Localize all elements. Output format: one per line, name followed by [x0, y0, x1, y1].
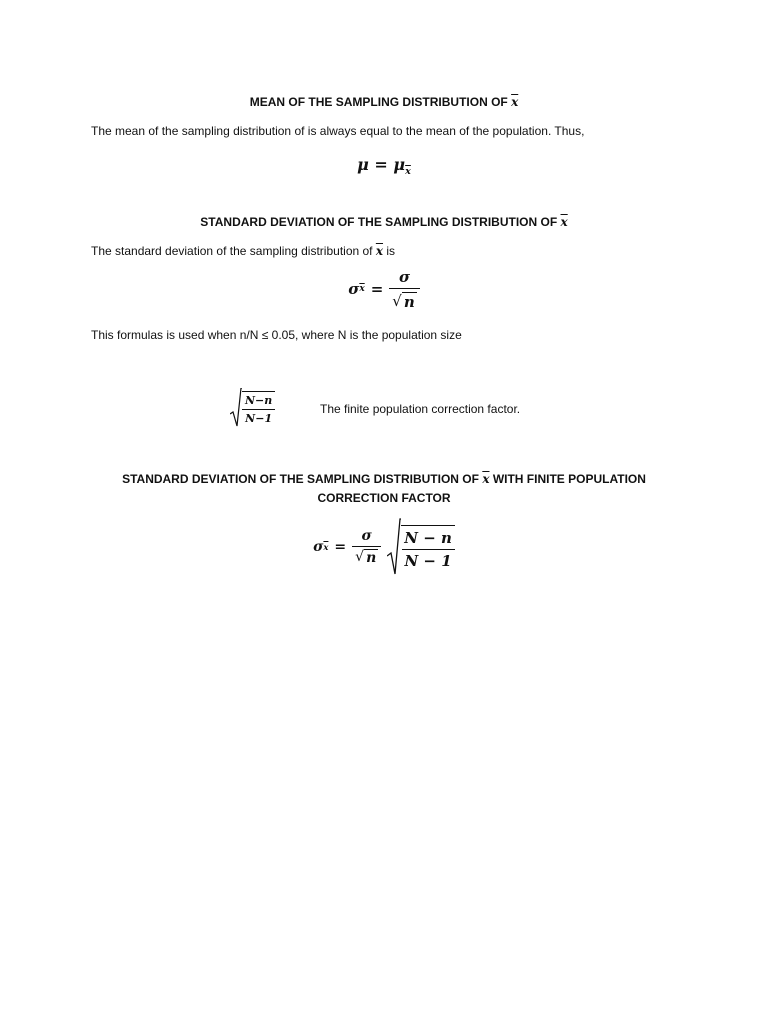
std-paragraph-text: The standard deviation of the sampling distribution of [91, 244, 373, 258]
radical-sign-icon [230, 388, 242, 428]
mean-formula [0, 155, 768, 177]
radical-sign-icon [387, 518, 401, 576]
finite-heading-end: WITH FINITE POPULATION [492, 472, 646, 486]
xbar-symbol: $\overline{x}$ [482, 472, 490, 486]
std-formula [0, 268, 768, 311]
finite-heading-line2: CORRECTION FACTOR [317, 491, 451, 505]
finite-heading-text: STANDARD DEVIATION OF THE SAMPLING DISTRIBUTION OF [122, 472, 479, 486]
fraction-denominator [389, 288, 419, 311]
xbar-symbol: $\overline{x}$ [560, 215, 568, 229]
fraction-numerator: σ [398, 268, 411, 286]
equals-sign: = [374, 155, 388, 174]
mu-symbol: μ [357, 155, 369, 174]
fraction-numerator: σ [361, 528, 372, 544]
std-heading-text: STANDARD DEVIATION OF THE SAMPLING DISTRIBUTION OF [200, 215, 558, 229]
finite-heading-line1 [0, 470, 768, 489]
std-paragraph-end: is [386, 244, 396, 258]
correction-label: The finite population correction factor. [320, 402, 521, 416]
std-heading [0, 215, 768, 229]
xbar-subscript: $\overline{x}$ [323, 542, 329, 552]
sigma-symbol: σ [313, 539, 324, 555]
mean-heading-text: MEAN OF THE SAMPLING DISTRIBUTION OF [249, 95, 508, 109]
mean-heading [0, 95, 768, 109]
sqrt-sign: √ n [392, 291, 415, 311]
finite-heading [0, 470, 768, 508]
fraction-denominator: N − 1 [402, 549, 455, 570]
equals-sign: = [334, 539, 347, 555]
mean-paragraph: The mean of the sampling distribution of is always equal to the mean of the population. Thus, [91, 124, 585, 138]
finite-correction-fraction [401, 525, 455, 570]
std-paragraph [91, 244, 395, 258]
fraction-denominator: N−1 [242, 409, 275, 425]
sqrt-sign: √ n [355, 549, 377, 566]
sigma-over-root-n [352, 528, 381, 566]
fraction-numerator: N−n [245, 394, 273, 407]
correction-factor [230, 388, 275, 428]
correction-fraction [242, 391, 275, 425]
fraction-denominator [352, 546, 381, 566]
sigma-over-root-n [389, 268, 419, 311]
fraction-numerator: N − n [404, 528, 452, 547]
usage-paragraph: This formulas is used when n/N ≤ 0.05, where N is the population size [91, 328, 462, 342]
xbar-subscript: x [405, 165, 411, 177]
xbar-symbol: $\overline{x}$ [375, 244, 384, 258]
radicand: n [403, 292, 415, 311]
sigma-symbol: σ [348, 280, 360, 299]
finite-formula [0, 518, 768, 576]
equals-sign: = [370, 280, 384, 299]
radicand: n [366, 550, 377, 566]
mu-symbol: μ [393, 155, 406, 174]
xbar-symbol: $\overline{x}$ [511, 95, 519, 109]
xbar-subscript: $\overline{x}$ [359, 284, 365, 295]
